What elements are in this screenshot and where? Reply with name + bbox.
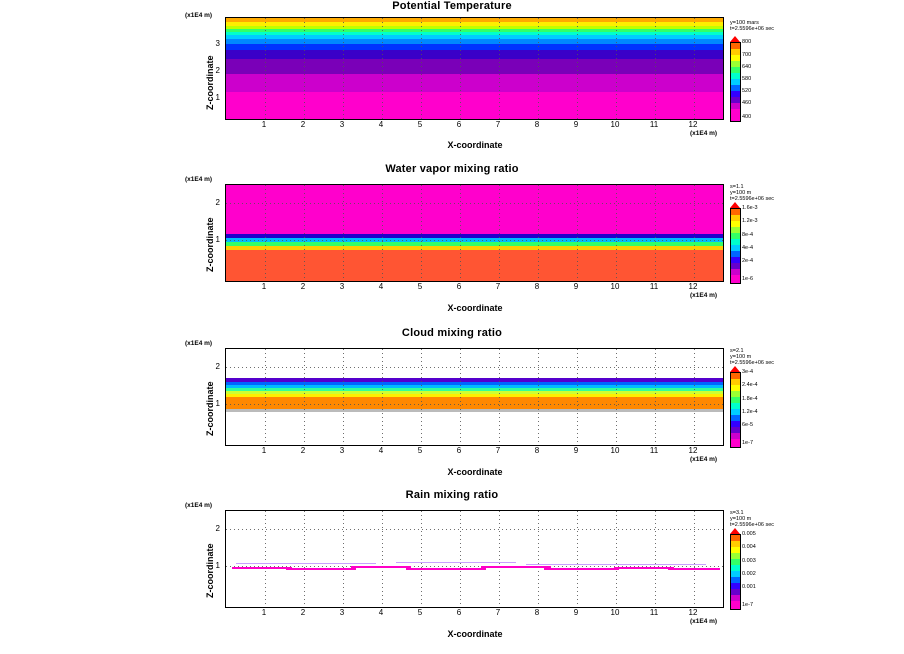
z-unit-label: (x1E4 m)	[185, 12, 213, 19]
x-axis-label: X-coordinate	[447, 140, 503, 150]
grid-line-vertical	[616, 185, 617, 281]
colorbar-segment	[731, 601, 740, 609]
grid-line-vertical	[499, 511, 500, 607]
colorbar	[730, 42, 741, 122]
x-tick-label: 4	[378, 608, 384, 617]
colorbar-tick-label: 1e-7	[742, 602, 754, 608]
grid-line-horizontal	[226, 367, 723, 368]
grid-line-vertical	[655, 511, 656, 607]
x-tick-label: 10	[610, 282, 620, 291]
x-tick-label: 3	[339, 446, 345, 455]
rain-band	[351, 566, 411, 568]
grid-line-vertical	[265, 511, 266, 607]
grid-line-vertical	[655, 349, 656, 445]
grid-line-vertical	[694, 511, 695, 607]
x-tick-label: 9	[573, 120, 579, 129]
colorbar-tick-label: 700	[742, 52, 752, 58]
x-tick-label: 6	[456, 608, 462, 617]
grid-line-vertical	[577, 185, 578, 281]
grid-line-vertical	[460, 185, 461, 281]
colorbar-tick-label: 400	[742, 114, 752, 120]
x-tick-label: 9	[573, 608, 579, 617]
x-unit-label: (x1E4 m)	[690, 456, 718, 463]
panel-title: Cloud mixing ratio	[401, 327, 503, 339]
annotation-line: y=100 m	[730, 354, 752, 360]
grid-line-vertical	[343, 511, 344, 607]
colorbar-tick-label: 0.004	[742, 544, 756, 550]
x-tick-label: 2	[300, 282, 306, 291]
colorbar-tick-label: 1e-7	[742, 440, 754, 446]
field-layer	[226, 412, 723, 445]
grid-line-vertical	[421, 511, 422, 607]
y-tick-label: 2	[215, 362, 220, 371]
colorbar-tick-label: 1.6e-3	[742, 205, 758, 211]
y-tick-label: 1	[215, 93, 220, 102]
grid-line-vertical	[265, 18, 266, 119]
field-layer	[226, 185, 723, 234]
x-axis-label: X-coordinate	[447, 467, 503, 477]
annotation-line: y=100 m	[730, 190, 752, 196]
colorbar-tick-label: 520	[742, 88, 752, 94]
colorbar-tick-label: 640	[742, 64, 752, 70]
x-tick-label: 2	[300, 120, 306, 129]
grid-line-vertical	[304, 349, 305, 445]
x-tick-label: 12	[688, 282, 698, 291]
x-tick-label: 8	[534, 120, 540, 129]
grid-line-vertical	[343, 18, 344, 119]
x-tick-label: 1	[261, 446, 267, 455]
field-layer	[226, 50, 723, 59]
annotation-line: t=2.5596e+06 sec	[730, 522, 775, 528]
x-tick-label: 11	[649, 608, 659, 617]
x-tick-label: 8	[534, 446, 540, 455]
field-layer	[226, 74, 723, 92]
grid-line-horizontal	[226, 203, 723, 204]
z-unit-label: (x1E4 m)	[185, 340, 213, 347]
x-tick-label: 11	[649, 282, 659, 291]
grid-line-vertical	[265, 349, 266, 445]
grid-line-vertical	[460, 18, 461, 119]
rain-band-secondary	[526, 564, 706, 565]
grid-line-vertical	[538, 349, 539, 445]
colorbar	[730, 534, 741, 610]
x-tick-label: 1	[261, 282, 267, 291]
grid-line-vertical	[538, 18, 539, 119]
x-unit-label: (x1E4 m)	[690, 618, 718, 625]
x-tick-label: 6	[456, 282, 462, 291]
grid-line-vertical	[382, 349, 383, 445]
annotation-line: t=2.5596e+06 sec	[730, 196, 775, 202]
x-tick-label: 7	[495, 120, 501, 129]
x-tick-label: 1	[261, 120, 267, 129]
annotation-line: t=2.5596e+06 sec	[730, 26, 775, 32]
x-unit-label: (x1E4 m)	[690, 130, 718, 137]
colorbar-tick-label: 3e-4	[742, 369, 754, 375]
x-tick-label: 4	[378, 120, 384, 129]
x-tick-label: 3	[339, 282, 345, 291]
plot-area-rain	[225, 510, 724, 608]
annotation-line: y=100 mars	[730, 20, 759, 26]
y-tick-label: 3	[215, 39, 220, 48]
x-axis-label: X-coordinate	[447, 303, 503, 313]
y-tick-label: 1	[215, 561, 220, 570]
rain-band	[614, 567, 674, 569]
rain-band	[232, 567, 292, 569]
x-tick-label: 5	[417, 608, 423, 617]
grid-line-vertical	[694, 349, 695, 445]
z-axis-label: Z-coordinate	[205, 217, 215, 272]
grid-line-vertical	[421, 185, 422, 281]
panel-potential-temperature	[0, 0, 904, 160]
plot-area-water-vapor	[225, 184, 724, 282]
colorbar-tick-label: 800	[742, 39, 752, 45]
colorbar-segment	[731, 439, 740, 447]
panel-title: Water vapor mixing ratio	[385, 163, 519, 175]
x-tick-label: 5	[417, 120, 423, 129]
y-tick-label: 1	[215, 235, 220, 244]
panel-rain-mixing-ratio	[0, 488, 904, 654]
x-tick-label: 5	[417, 446, 423, 455]
colorbar	[730, 208, 741, 284]
rain-band	[286, 568, 356, 570]
z-axis-label: Z-coordinate	[205, 55, 215, 110]
x-tick-label: 4	[378, 282, 384, 291]
z-axis-label: Z-coordinate	[205, 543, 215, 598]
grid-line-vertical	[655, 185, 656, 281]
y-tick-label: 2	[215, 198, 220, 207]
grid-line-vertical	[343, 349, 344, 445]
x-tick-label: 7	[495, 608, 501, 617]
grid-line-vertical	[460, 349, 461, 445]
y-tick-label: 2	[215, 66, 220, 75]
grid-line-vertical	[694, 18, 695, 119]
colorbar-segment	[731, 109, 740, 121]
x-unit-label: (x1E4 m)	[690, 292, 718, 299]
grid-line-vertical	[421, 349, 422, 445]
x-tick-label: 6	[456, 446, 462, 455]
rain-band-secondary	[396, 562, 516, 563]
annotation-line: y=100 m	[730, 516, 752, 522]
rain-band	[406, 568, 486, 570]
panel-water-vapor-mixing-ratio	[0, 162, 904, 324]
grid-line-vertical	[538, 511, 539, 607]
x-tick-label: 9	[573, 282, 579, 291]
panel-title: Rain mixing ratio	[405, 489, 499, 501]
grid-line-vertical	[577, 511, 578, 607]
x-tick-label: 2	[300, 608, 306, 617]
grid-line-vertical	[499, 349, 500, 445]
grid-line-vertical	[616, 18, 617, 119]
x-tick-label: 6	[456, 120, 462, 129]
rain-band	[544, 568, 619, 570]
x-tick-label: 9	[573, 446, 579, 455]
colorbar-tick-label: 8e-4	[742, 232, 754, 238]
x-tick-label: 3	[339, 120, 345, 129]
z-axis-label: Z-coordinate	[205, 381, 215, 436]
field-layer	[226, 250, 723, 281]
x-tick-label: 10	[610, 608, 620, 617]
x-tick-label: 4	[378, 446, 384, 455]
grid-line-vertical	[460, 511, 461, 607]
x-tick-label: 12	[688, 446, 698, 455]
colorbar-tick-label: 0.002	[742, 571, 756, 577]
x-tick-label: 11	[649, 120, 659, 129]
colorbar-tick-label: 2.4e-4	[742, 382, 758, 388]
colorbar-tick-label: 0.005	[742, 531, 756, 537]
colorbar-tick-label: 4e-4	[742, 245, 754, 251]
x-tick-label: 8	[534, 608, 540, 617]
plot-area-cloud	[225, 348, 724, 446]
colorbar-segment	[731, 275, 740, 283]
field-layer	[226, 397, 723, 409]
x-tick-label: 10	[610, 446, 620, 455]
x-tick-label: 2	[300, 446, 306, 455]
x-tick-label: 5	[417, 282, 423, 291]
grid-line-vertical	[616, 349, 617, 445]
colorbar-tick-label: 1.2e-3	[742, 218, 758, 224]
x-tick-label: 8	[534, 282, 540, 291]
plot-area-potential-temperature	[225, 17, 724, 120]
grid-line-vertical	[382, 18, 383, 119]
annotation-line: s=2.1	[730, 348, 744, 354]
y-tick-label: 2	[215, 524, 220, 533]
grid-line-vertical	[577, 18, 578, 119]
grid-line-horizontal	[226, 240, 723, 241]
grid-line-vertical	[655, 18, 656, 119]
grid-line-vertical	[421, 18, 422, 119]
annotation-line: s=3.1	[730, 510, 744, 516]
panel-title: Potential Temperature	[392, 0, 512, 12]
colorbar-tick-label: 6e-5	[742, 422, 754, 428]
rain-band-secondary	[236, 563, 376, 564]
colorbar-tick-label: 580	[742, 76, 752, 82]
grid-line-horizontal	[226, 404, 723, 405]
grid-line-vertical	[304, 511, 305, 607]
rain-band	[481, 566, 551, 568]
grid-line-vertical	[616, 511, 617, 607]
x-tick-label: 1	[261, 608, 267, 617]
x-axis-label: X-coordinate	[447, 629, 503, 639]
grid-line-vertical	[382, 511, 383, 607]
grid-line-vertical	[538, 185, 539, 281]
y-tick-label: 1	[215, 399, 220, 408]
x-tick-label: 7	[495, 446, 501, 455]
x-tick-label: 7	[495, 282, 501, 291]
grid-line-vertical	[499, 18, 500, 119]
z-unit-label: (x1E4 m)	[185, 176, 213, 183]
grid-line-vertical	[343, 185, 344, 281]
grid-line-vertical	[382, 185, 383, 281]
x-tick-label: 11	[649, 446, 659, 455]
panel-cloud-mixing-ratio	[0, 326, 904, 488]
x-tick-label: 3	[339, 608, 345, 617]
colorbar	[730, 372, 741, 448]
annotation-line: s=1.1	[730, 184, 744, 190]
grid-line-vertical	[499, 185, 500, 281]
grid-line-vertical	[304, 18, 305, 119]
annotation-line: t=2.5596e+06 sec	[730, 360, 775, 366]
colorbar-tick-label: 1.2e-4	[742, 409, 758, 415]
colorbar-tick-label: 460	[742, 100, 752, 106]
grid-line-horizontal	[226, 529, 723, 530]
z-unit-label: (x1E4 m)	[185, 502, 213, 509]
grid-line-vertical	[304, 185, 305, 281]
grid-line-vertical	[265, 185, 266, 281]
x-tick-label: 12	[688, 120, 698, 129]
grid-line-vertical	[694, 185, 695, 281]
x-tick-label: 10	[610, 120, 620, 129]
grid-line-vertical	[577, 349, 578, 445]
colorbar-tick-label: 1.8e-4	[742, 396, 758, 402]
field-layer	[226, 59, 723, 74]
rain-band	[668, 568, 720, 570]
colorbar-tick-label: 2e-4	[742, 258, 754, 264]
colorbar-tick-label: 0.001	[742, 584, 756, 590]
x-tick-label: 12	[688, 608, 698, 617]
field-layer	[226, 92, 723, 119]
colorbar-tick-label: 0.003	[742, 558, 756, 564]
colorbar-tick-label: 1e-6	[742, 276, 754, 282]
field-layer	[226, 349, 723, 378]
